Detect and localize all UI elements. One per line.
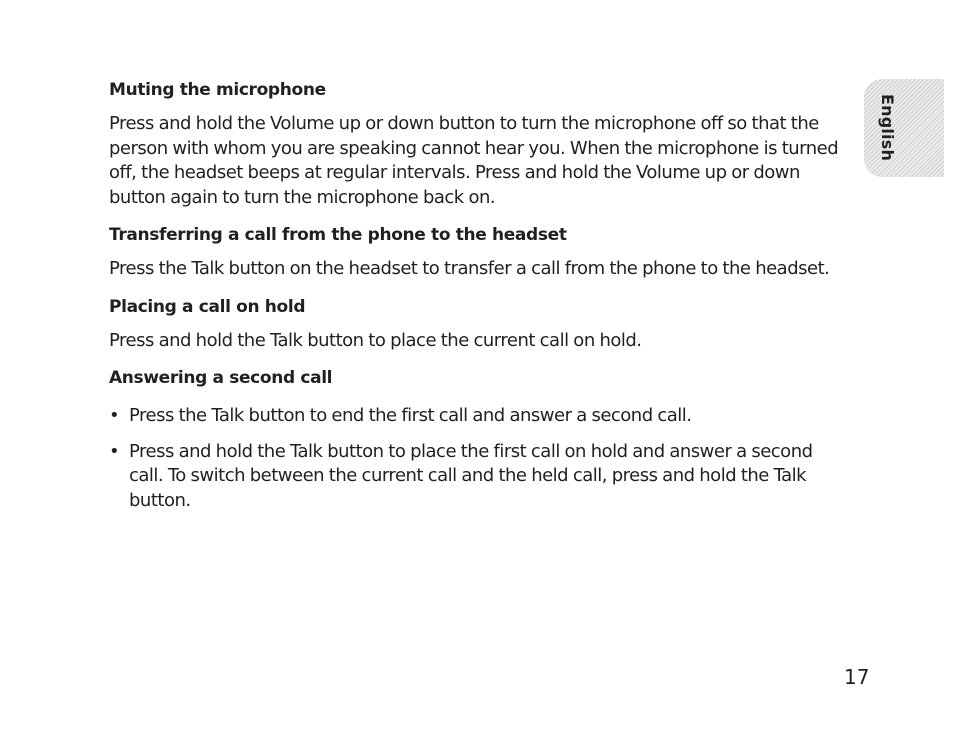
list-item <box>109 440 829 514</box>
section-heading: Muting the microphone <box>109 80 326 100</box>
section-call-on-hold <box>109 295 849 354</box>
language-tab <box>864 79 944 177</box>
page-number: 17 <box>844 665 870 689</box>
bullet-list <box>109 404 849 513</box>
section-muting-microphone <box>109 78 849 210</box>
section-transferring-call <box>109 223 849 282</box>
section-body: Press and hold the Talk button to place the current call on hold. <box>109 329 642 351</box>
section-body: Press and hold the Volume up or down button to turn the microphone off so that the person with whom you are speaking cannot hear you. When the microphone is turned off, the headset beeps at regular intervals. Press and hold the Volume up or down button again to turn the microphone back on. <box>109 113 839 208</box>
section-body: Press the Talk button on the headset to transfer a call from the phone to the headset. <box>109 258 830 279</box>
section-heading: Answering a second call <box>109 368 333 388</box>
language-tab-label: English <box>878 94 897 162</box>
section-heading: Placing a call on hold <box>109 296 306 317</box>
bullet-icon: • <box>109 440 120 462</box>
list-item-text: Press the Talk button to end the first call and answer a second call. <box>129 405 692 426</box>
list-item-text: Press and hold the Talk button to place the first call on hold and answer a second call. To switch between the current call and the held call, press and hold the Talk button. <box>129 440 813 511</box>
section-second-call <box>109 366 849 513</box>
section-heading: Transferring a call from the phone to the headset <box>109 225 567 245</box>
page-content <box>109 78 849 524</box>
list-item <box>109 404 829 429</box>
bullet-icon: • <box>109 405 120 426</box>
